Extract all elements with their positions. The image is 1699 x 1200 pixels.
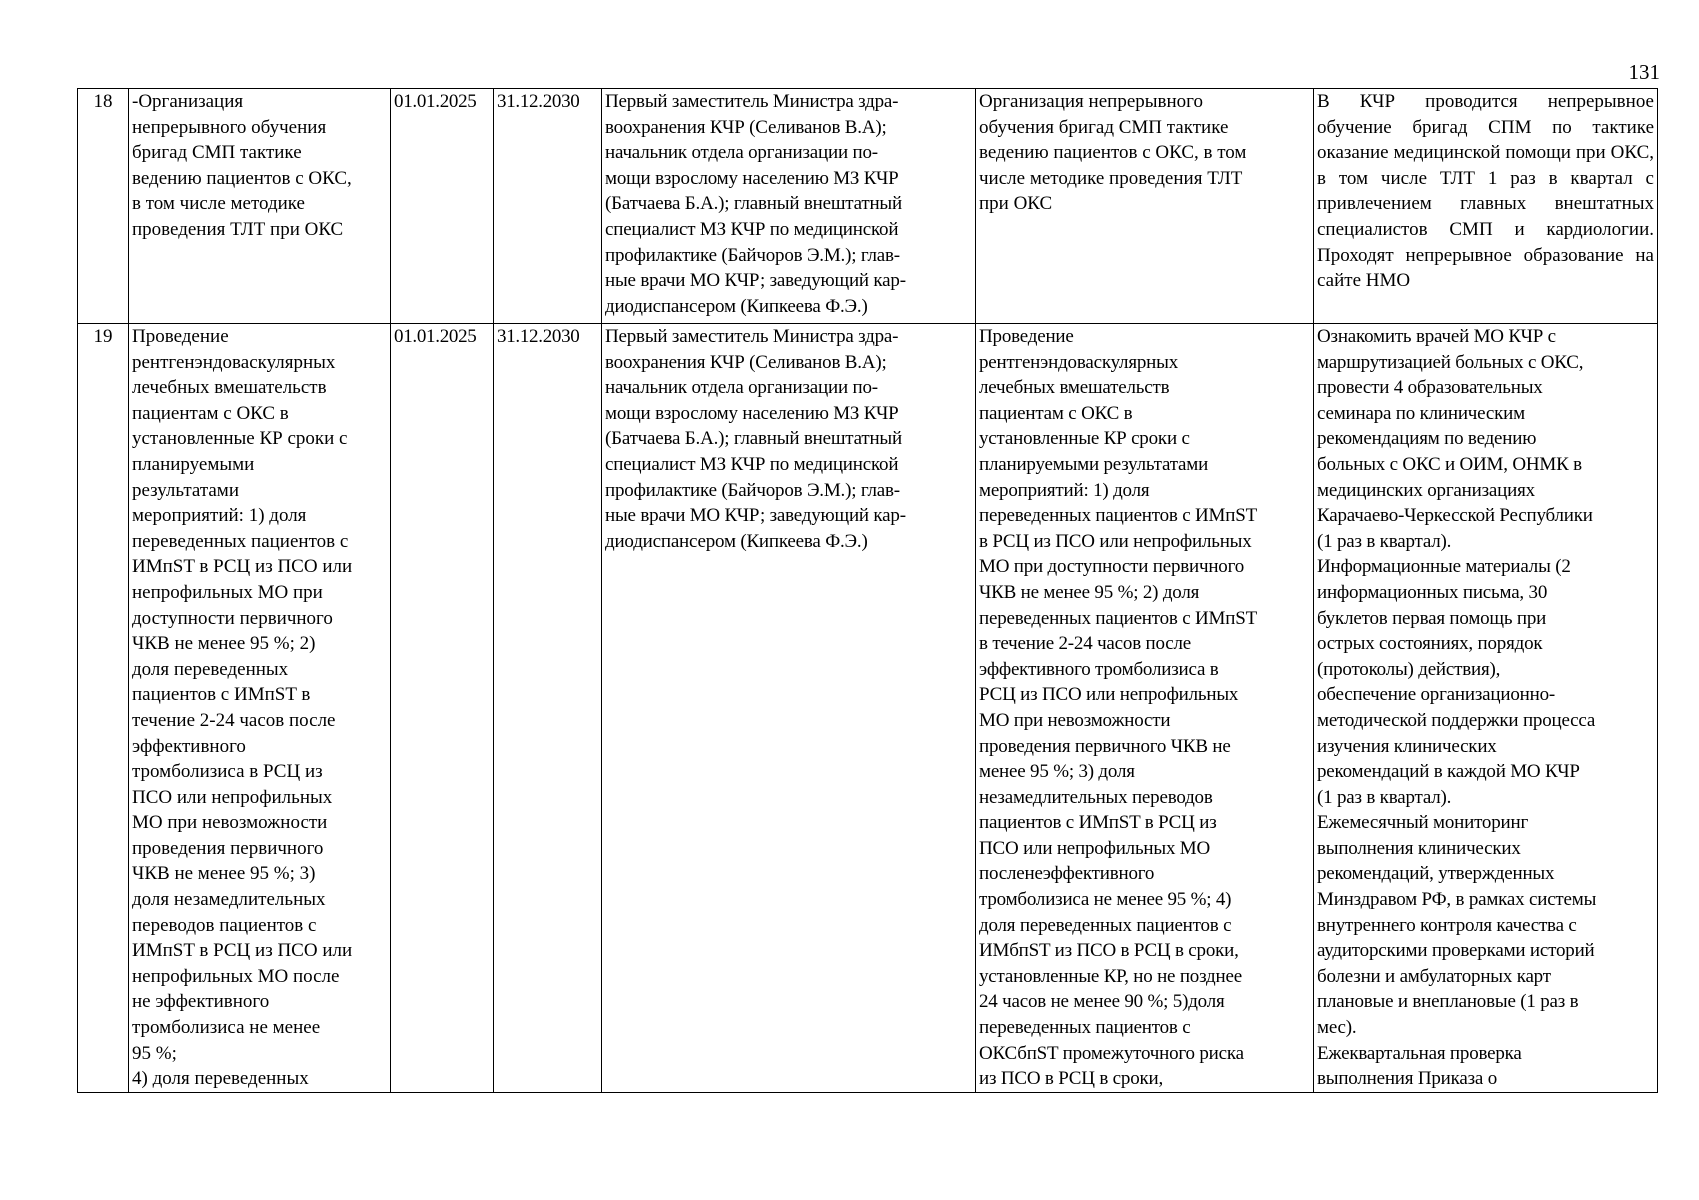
responsible-persons: Первый заместитель Министра здра- воохранения КЧР (Селиванов В.А); начальник отдела организации по- мощи взрослому населению МЗ КЧР (Батчаева Б.А.); главный внештатный специалист МЗ КЧР по медицинской профилактике (Байчоров Э.М.); глав- ные врачи МО КЧР; заведующий кар- диодиспансером (Кипкеева Ф.Э.) — [602, 324, 976, 1093]
activity-title: -Организация непрерывного обучения бригад СМП тактике ведению пациентов с ОКС, в том числе методике проведения ТЛТ при ОКС — [129, 89, 391, 324]
implementation-description: Ознакомить врачей МО КЧР с маршрутизацией больных с ОКС, провести 4 образовательных семинара по клиническим рекомендациям по ведению больных с ОКС и ОИМ, ОНМК в медицинских организациях Карачаево-Черкесской Республики (1 раз в квартал). Информационные материалы (2 информационных письма, 30 буклетов первая помощь при острых состояниях, порядок (протоколы) действия), обеспечение организационно- методической поддержки процесса изучения клинических рекомендаций в каждой МО КЧР (1 раз в квартал). Ежемесячный мониторинг выполнения клинических рекомендаций, утвержденных Минздравом РФ, в рамках системы внутреннего контроля качества с аудиторскими проверками историй болезни и амбулаторных карт плановые и внеплановые (1 раз в мес). Ежеквартальная проверка выполнения Приказа о — [1314, 324, 1658, 1093]
expected-result: Проведение рентгенэндоваскулярных лечебных вмешательств пациентам с ОКС в установленные КР сроки с планируемыми результатами мероприятий: 1) доля переведенных пациентов с ИМпST в РСЦ из ПСО или непрофильных МО при доступности первичного ЧКВ не менее 95 %; 2) доля переведенных пациентов с ИМпST в течение 2-24 часов после эффективного тромболизиса в РСЦ из ПСО или непрофильных МО при невозможности проведения первичного ЧКВ не менее 95 %; 3) доля незамедлительных переводов пациентов с ИМпST в РСЦ из ПСО или непрофильных МО посленеэффективного тромболизиса не менее 95 %; 4) доля переведенных пациентов с ИМбпST из ПСО в РСЦ в сроки, установленные КР, но не позднее 24 часов не менее 90 %; 5)доля переведенных пациентов с ОКСбпST промежуточного риска из ПСО в РСЦ в сроки, — [976, 324, 1314, 1093]
end-date: 31.12.2030 — [494, 324, 602, 1093]
row-number: 18 — [78, 89, 129, 324]
start-date: 01.01.2025 — [391, 324, 494, 1093]
end-date: 31.12.2030 — [494, 89, 602, 324]
expected-result: Организация непрерывного обучения бригад СМП тактике ведению пациентов с ОКС, в том числе методике проведения ТЛТ при ОКС — [976, 89, 1314, 324]
activities-table — [77, 88, 1658, 1093]
page-number: 131 — [1628, 60, 1660, 84]
activity-title: Проведение рентгенэндоваскулярных лечебных вмешательств пациентам с ОКС в установленные КР сроки с планируемыми результатами мероприятий: 1) доля переведенных пациентов с ИМпST в РСЦ из ПСО или непрофильных МО при доступности первичного ЧКВ не менее 95 %; 2) доля переведенных пациентов с ИМпST в течение 2-24 часов после эффективного тромболизиса в РСЦ из ПСО или непрофильных МО при невозможности проведения первичного ЧКВ не менее 95 %; 3) доля незамедлительных переводов пациентов с ИМпST в РСЦ из ПСО или непрофильных МО после не эффективного тромболизиса не менее 95 %; 4) доля переведенных — [129, 324, 391, 1093]
responsible-persons: Первый заместитель Министра здра- воохранения КЧР (Селиванов В.А); начальник отдела организации по- мощи взрослому населению МЗ КЧР (Батчаева Б.А.); главный внештатный специалист МЗ КЧР по медицинской профилактике (Байчоров Э.М.); глав- ные врачи МО КЧР; заведующий кар- диодиспансером (Кипкеева Ф.Э.) — [602, 89, 976, 324]
start-date: 01.01.2025 — [391, 89, 494, 324]
table-row — [78, 89, 1658, 324]
implementation-description: В КЧР проводится непрерывное обучение бригад СПМ по тактике оказание медицинской помощи при ОКС, в том числе ТЛТ 1 раз в квартал с привлечением главных внештатных специалистов СМП и кардиологии. Проходят непрерывное образование на сайте НМО — [1314, 89, 1658, 324]
row-number: 19 — [78, 324, 129, 1093]
table-row — [78, 324, 1658, 1093]
